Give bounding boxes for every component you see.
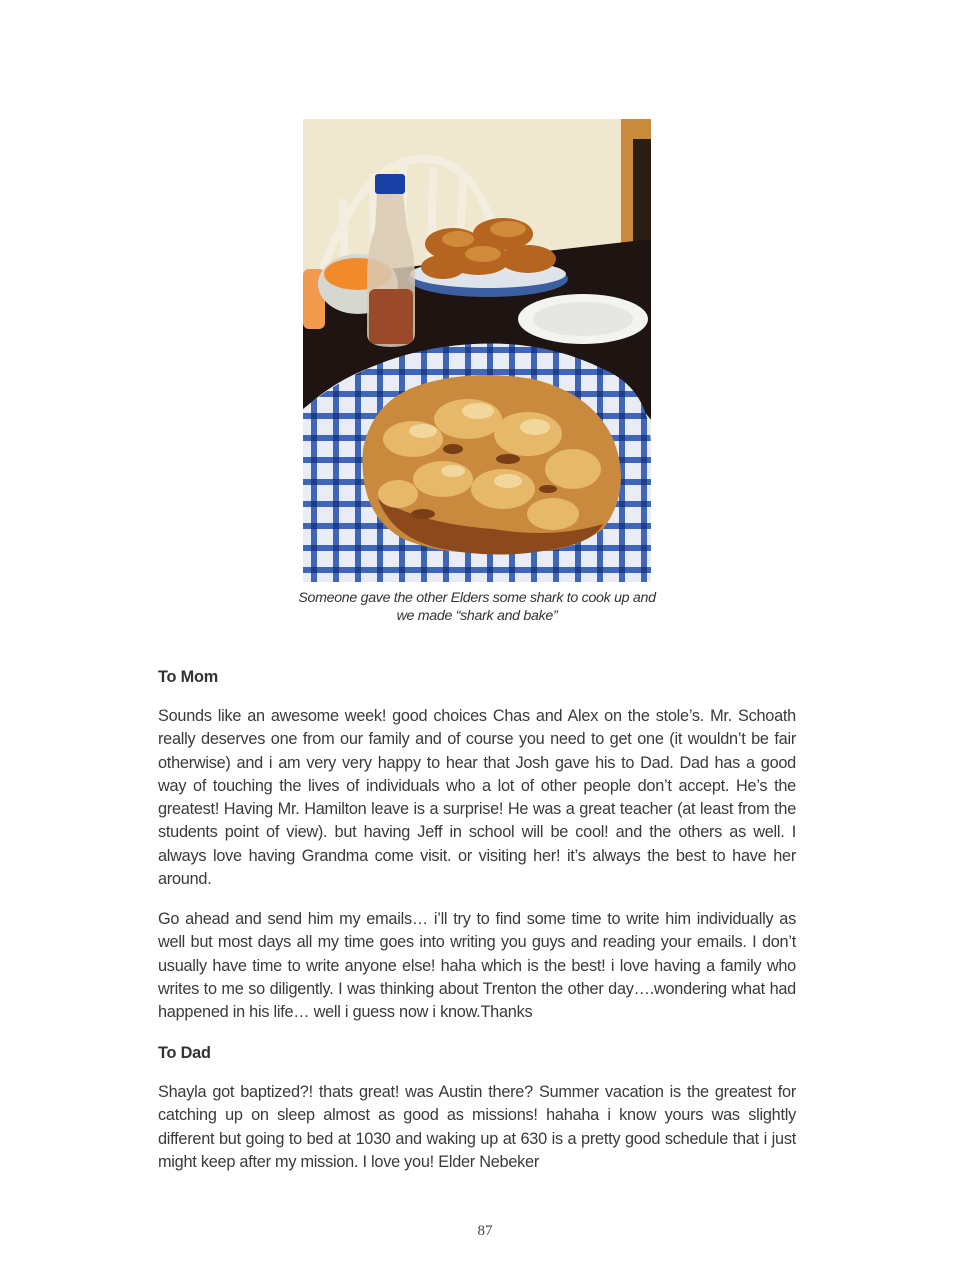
figure-caption [258,589,696,625]
paragraph-dad-1: Shayla got baptized?! thats great! was Austin there? Summer vacation is the greatest for catching up on sleep almost as good as missions! hahaha i know yours was slightly different but going to bed at 1030 and waking up at 630 is a pretty good schedule that i just might keep after my mission. I love you! Elder Nebeker [158,1083,796,1171]
caption-line-2: we made “shark and bake” [396,608,558,624]
caption-line-1: Someone gave the other Elders some shark to cook up and [298,590,656,606]
page-number: 87 [477,1223,493,1239]
heading-to-mom: To Mom [158,668,218,686]
paragraph-mom-1: Sounds like an awesome week! good choices Chas and Alex on the stole’s. Mr. Schoath really deserves one from our family and of course you need to get one (it wouldn’t be fair otherwise) and i am very very happy to hear that Josh gave his to Dad. Dad has a good way of touching the lives of individuals who a lot of other people don’t accept. He’s the greatest! Having Mr. Hamilton leave is a surprise! He was a great teacher (at least from the students point of view). but having Jeff in school will be cool! and the others as well. I always love having Grandma come visit. or visiting her! it’s always the best to have her around. [158,707,796,889]
heading-to-dad: To Dad [158,1044,211,1062]
paragraph-mom-2: Go ahead and send him my emails… i’ll try to find some time to write him individually as well but most days all my time goes into writing you guys and reading your emails. I don’t usually have time to write anyone else! haha which is the best! i love having a family who writes to me so diligently. I was thinking about Trenton the other day….wondering what had happened in his life… well i guess now i know.Thanks [158,910,796,1022]
food-photo [303,119,651,582]
